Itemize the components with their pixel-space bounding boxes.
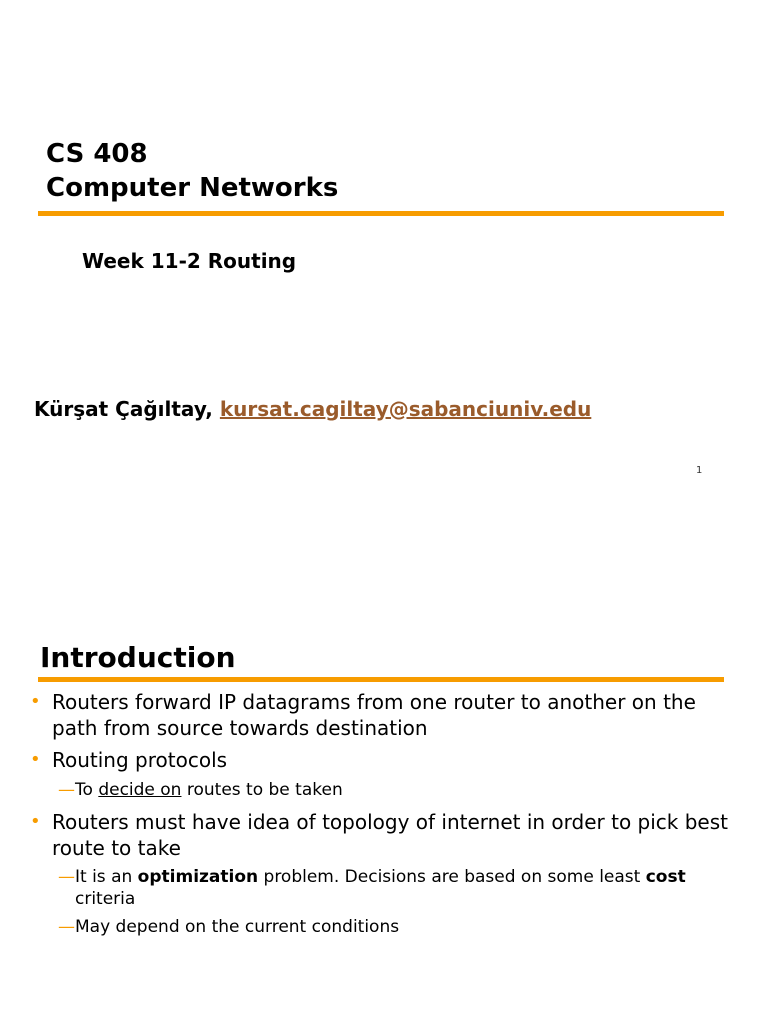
sub-bullet-text: routes to be taken (181, 780, 343, 800)
sub-bullet-item (58, 916, 718, 938)
bullet-text: Routers forward IP datagrams from one router to another on the path from source towards destination (52, 690, 696, 740)
dash-marker: — (58, 780, 75, 800)
email-link[interactable]: kursat.cagiltay@sabanciuniv.edu (219, 397, 592, 421)
sub-bullet-text: To (75, 780, 99, 800)
bullet-text: Routing protocols (52, 748, 228, 772)
bullet-dot-icon: • (30, 749, 41, 770)
sub-bullet-text: May depend on the current conditions (75, 917, 400, 937)
sub-bullet-text: problem. Decisions are based on some least (258, 867, 646, 887)
sub-bullet-text: criteria (75, 889, 136, 909)
sub-bullet-text: It is an (75, 867, 138, 887)
sub-bullet-item (58, 866, 718, 910)
course-code: CS 408 (46, 139, 148, 169)
author-line (34, 397, 591, 421)
dash-marker: — (58, 867, 75, 887)
dash-marker: — (58, 917, 75, 937)
title-divider (38, 211, 724, 216)
page-number: 1 (696, 465, 703, 476)
sub-bullet-item (58, 779, 718, 801)
bullet-item (30, 809, 742, 861)
slide-subtitle: Week 11-2 Routing (82, 249, 297, 273)
bold-text: optimization (137, 867, 259, 887)
author-name: Kürşat Çağıltay, (34, 397, 213, 421)
course-name: Computer Networks (46, 173, 339, 203)
bullet-item (30, 689, 742, 741)
heading-divider (38, 677, 724, 682)
bullet-dot-icon: • (30, 691, 41, 712)
bullet-text: Routers must have idea of topology of internet in order to pick best route to take (52, 810, 728, 860)
bold-text: cost (645, 867, 686, 887)
bullet-dot-icon: • (30, 811, 41, 832)
section-heading: Introduction (40, 641, 236, 674)
underlined-text: decide on (98, 780, 182, 800)
bullet-item (30, 747, 742, 773)
